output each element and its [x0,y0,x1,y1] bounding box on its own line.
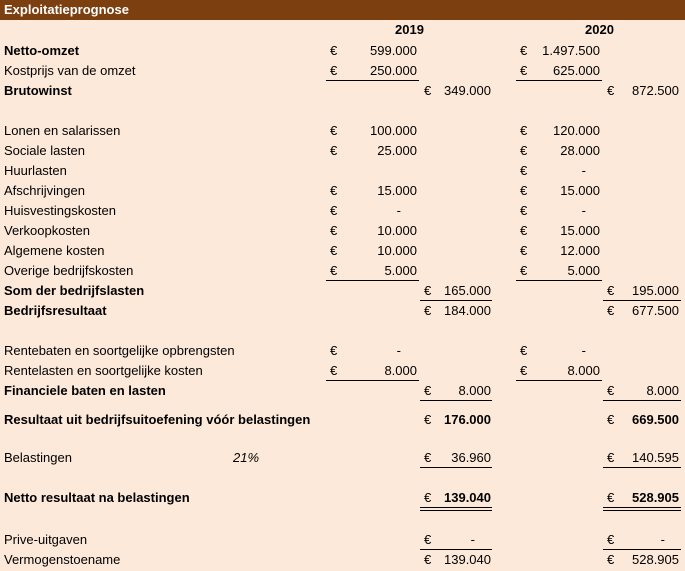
subtotal-line [420,400,492,401]
row-label: Netto-omzet [4,43,80,58]
row-label: Sociale lasten [4,143,85,158]
currency-symbol: € [607,83,615,98]
row-vermogenstoename [0,550,685,570]
row-label: Afschrijvingen [4,183,85,198]
currency-symbol: € [330,203,338,218]
currency-symbol: € [607,532,615,547]
value-2019-total: € 349.000 [424,81,491,101]
row-brutowinst [0,81,685,101]
row-label: Resultaat uit bedrijfsuitoefening vóór belastingen [4,412,311,427]
total-double-line [420,507,492,511]
value-2019-detail: € 250.000 [330,61,417,81]
currency-symbol: € [520,243,528,258]
currency-symbol: € [330,363,338,378]
row-rentelasten [0,361,685,381]
currency-symbol: € [520,343,528,358]
currency-symbol: € [424,552,432,567]
row-bedrijfsresultaat [0,301,685,321]
row-label: Kostprijs van de omzet [4,63,136,78]
row-huisvestingskosten [0,201,685,221]
row-label: Bedrijfsresultaat [4,303,107,318]
value-2020-detail: € - [520,161,600,181]
currency-symbol: € [424,450,432,465]
value-2019-total: € 139.040 [424,550,491,570]
tax-rate: 21% [233,450,260,465]
value-2020-detail: € 5.000 [520,261,600,281]
subtotal-line [420,467,492,468]
value-2020-detail: € 120.000 [520,121,600,141]
currency-symbol: € [520,223,528,238]
currency-symbol: € [520,123,528,138]
row-label: Belastingen [4,450,72,465]
row-resultaat-voor-belastingen [0,410,685,430]
value-2019-total: € 139.040 [424,488,491,508]
currency-symbol: € [520,263,528,278]
value-2020-total: € 528.905 [607,550,679,570]
row-label: Brutowinst [4,83,72,98]
value-2019-total: € 8.000 [424,381,491,401]
currency-symbol: € [520,63,528,78]
row-rentebaten [0,341,685,361]
value-2020-detail: € 1.497.500 [520,41,600,61]
currency-symbol: € [424,83,432,98]
row-algemene-kosten [0,241,685,261]
row-label: Rentelasten en soortgelijke kosten [4,363,203,378]
currency-symbol: € [330,243,338,258]
currency-symbol: € [424,490,432,505]
row-label: Prive-uitgaven [4,532,88,547]
currency-symbol: € [607,490,615,505]
value-2020-detail: € - [520,341,600,361]
currency-symbol: € [424,303,432,318]
value-2019-detail: € 100.000 [330,121,417,141]
row-label: Vermogenstoename [4,552,121,567]
row-huurlasten [0,161,685,181]
value-2020-total: € 8.000 [607,381,679,401]
row-label: Overige bedrijfskosten [4,263,134,278]
value-2020-total: € 528.905 [607,488,679,508]
value-2020-total: € - [607,530,679,550]
currency-symbol: € [607,412,615,427]
row-belastingen [0,448,685,468]
row-som-bedrijfslasten [0,281,685,301]
row-lonen [0,121,685,141]
row-label: Financiele baten en lasten [4,383,166,398]
value-2020-detail: € 15.000 [520,181,600,201]
row-financiele-baten-lasten [0,381,685,401]
currency-symbol: € [520,163,528,178]
value-2019-detail: € - [330,201,417,221]
currency-symbol: € [330,143,338,158]
currency-symbol: € [330,63,338,78]
value-2019-detail: € - [330,341,417,361]
row-label: Algemene kosten [4,243,105,258]
row-label: Huurlasten [4,163,67,178]
row-label: Netto resultaat na belastingen [4,490,190,505]
row-label: Lonen en salarissen [4,123,121,138]
value-2019-total: € 36.960 [424,448,491,468]
row-sociale-lasten [0,141,685,161]
row-afschrijvingen [0,181,685,201]
value-2019-detail: € 15.000 [330,181,417,201]
value-2020-total: € 872.500 [607,81,679,101]
row-label: Rentebaten en soortgelijke opbrengsten [4,343,235,358]
value-2020-total: € 195.000 [607,281,679,301]
value-2019-total: € 165.000 [424,281,491,301]
currency-symbol: € [330,123,338,138]
sheet-title: Exploitatieprognose [0,0,685,20]
value-2019-detail: € 599.000 [330,41,417,61]
value-2020-detail: € 28.000 [520,141,600,161]
currency-symbol: € [520,183,528,198]
row-netto-omzet [0,41,685,61]
currency-symbol: € [424,412,432,427]
value-2019-total: € 184.000 [424,301,491,321]
row-verkoopkosten [0,221,685,241]
row-kostprijs [0,61,685,81]
value-2019-total: € - [424,530,491,550]
subtotal-line [603,467,681,468]
currency-symbol: € [424,283,432,298]
currency-symbol: € [330,223,338,238]
value-2019-detail: € 10.000 [330,241,417,261]
row-label: Som der bedrijfslasten [4,283,145,298]
value-2019-detail: € 8.000 [330,361,417,381]
value-2020-detail: € 625.000 [520,61,600,81]
value-2020-detail: € 15.000 [520,221,600,241]
value-2019-detail: € 25.000 [330,141,417,161]
currency-symbol: € [330,263,338,278]
value-2020-detail: € 8.000 [520,361,600,381]
row-netto-resultaat [0,488,685,508]
value-2020-detail: € - [520,201,600,221]
currency-symbol: € [607,383,615,398]
currency-symbol: € [607,552,615,567]
currency-symbol: € [520,203,528,218]
value-2019-detail: € 5.000 [330,261,417,281]
currency-symbol: € [330,43,338,58]
row-label: Huisvestingskosten [4,203,116,218]
total-double-line [603,507,681,511]
currency-symbol: € [520,143,528,158]
year-header-row [0,20,685,40]
currency-symbol: € [520,363,528,378]
currency-symbol: € [520,43,528,58]
currency-symbol: € [330,183,338,198]
row-prive-uitgaven [0,530,685,550]
currency-symbol: € [607,450,615,465]
value-2019-detail: € 10.000 [330,221,417,241]
value-2020-total: € 669.500 [607,410,679,430]
row-overige-bedrijfskosten [0,261,685,281]
currency-symbol: € [424,532,432,547]
value-2019-total: € 176.000 [424,410,491,430]
year-2020-header: 2020 [585,22,614,37]
currency-symbol: € [330,343,338,358]
value-2020-detail: € 12.000 [520,241,600,261]
row-label: Verkoopkosten [4,223,91,238]
currency-symbol: € [424,383,432,398]
value-2020-total: € 140.595 [607,448,679,468]
year-2019-header: 2019 [395,22,424,37]
subtotal-line [603,400,681,401]
value-2020-total: € 677.500 [607,301,679,321]
currency-symbol: € [607,283,615,298]
currency-symbol: € [607,303,615,318]
